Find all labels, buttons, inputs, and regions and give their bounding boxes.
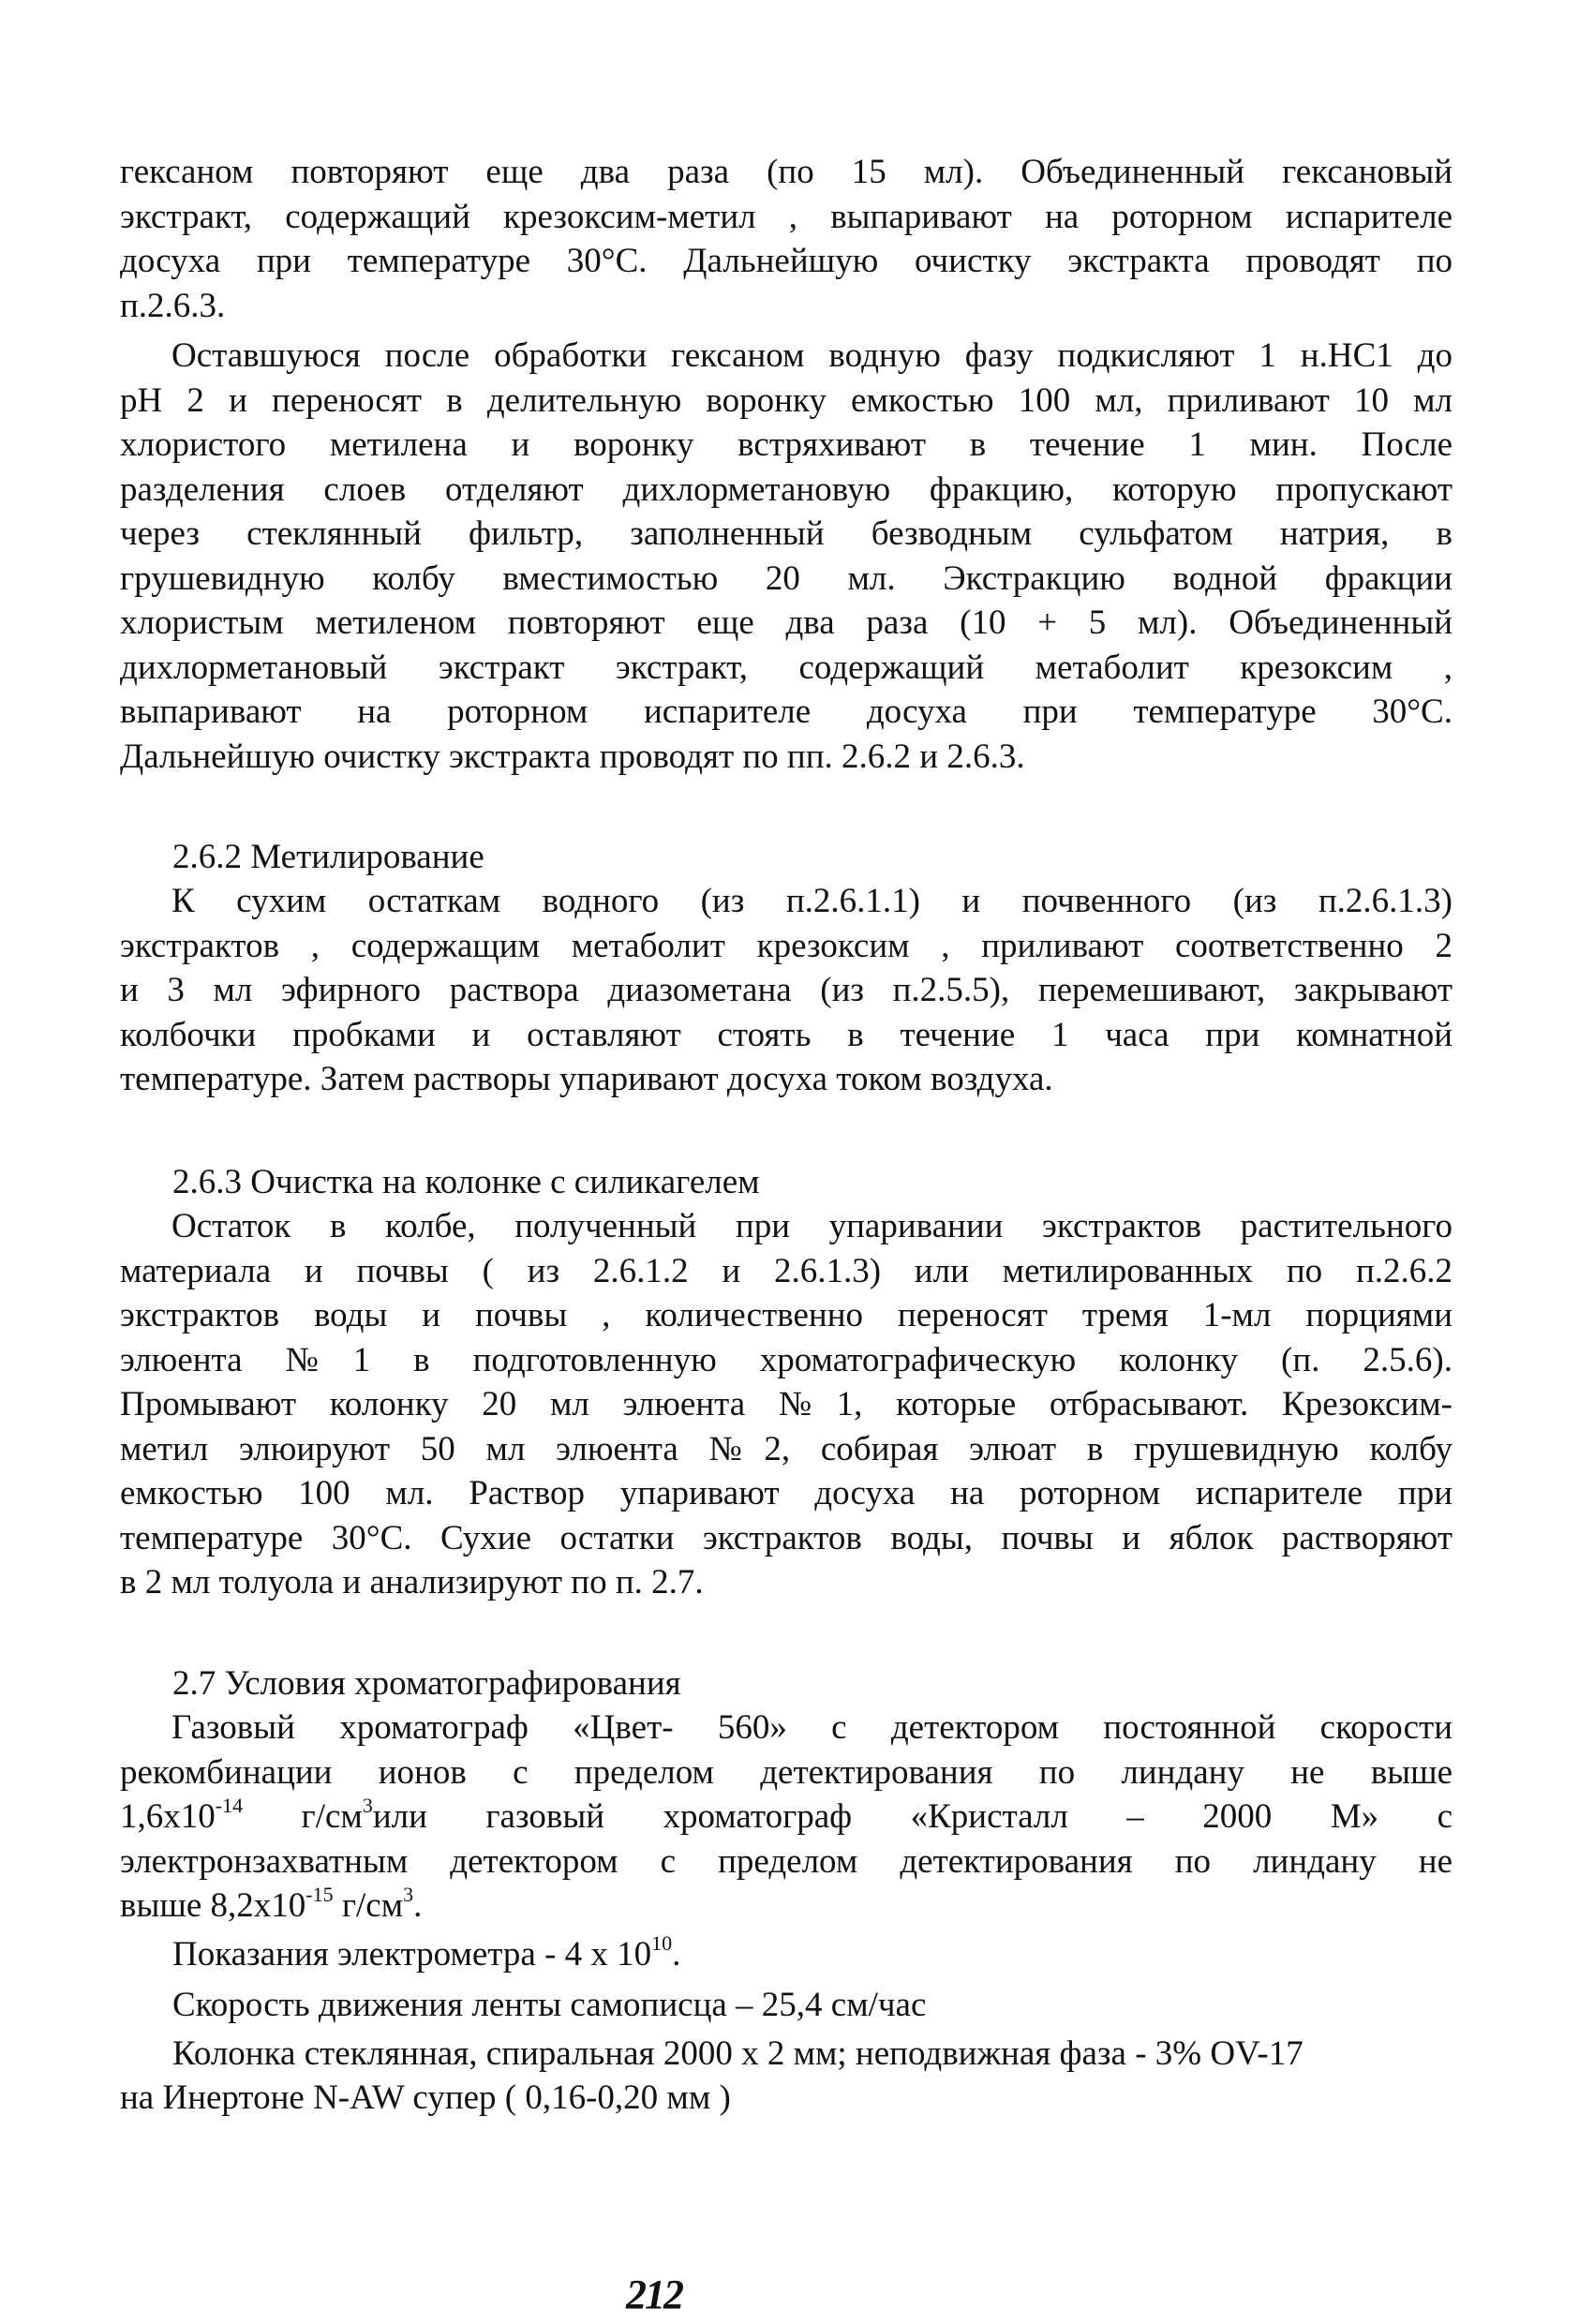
text-line: выпаривают на роторном испарителе досуха при температуре 30°С. bbox=[120, 693, 1452, 731]
text-segment: Показания электрометра - 4 x 10 bbox=[172, 1935, 652, 1974]
tape-speed-line: Скорость движения ленты самописца – 25,4 см/час bbox=[172, 1986, 927, 2024]
text-line: через стеклянный фильтр, заполненный безводным сульфатом натрия, в bbox=[120, 514, 1452, 553]
text-line: элюента №1 в подготовленную хроматографическую колонку (п. 2.5.6). bbox=[120, 1340, 1452, 1379]
text-line: К сухим остаткам водного (из п.2.6.1.1) и почвенного (из п.2.6.1.3) bbox=[171, 882, 1452, 920]
unit-text: г/см bbox=[333, 1886, 404, 1925]
paragraph-chromatograph bbox=[120, 1706, 1452, 1929]
paragraph-hexane-extraction bbox=[120, 150, 1452, 328]
text-line: досуха при температуре 30°С. Дальнейшую очистку экстракта проводят по bbox=[120, 242, 1452, 280]
text-line: материала и почвы ( из 2.6.1.2 и 2.6.1.3) или метилированных по п.2.6.2 bbox=[120, 1251, 1452, 1290]
unit-text: г/см bbox=[243, 1797, 363, 1836]
text-line: Промывают колонку 20 мл элюента №1, которые отбрасывают. Крезоксим- bbox=[120, 1385, 1452, 1423]
text-line: емкостью 100 мл. Раствор упаривают досуха на роторном испарителе при bbox=[120, 1474, 1452, 1512]
text-segment: . bbox=[672, 1935, 681, 1974]
text-line: метил элюируют 50 мл элюента №2, собирая элюат в грушевидную колбу bbox=[120, 1429, 1452, 1468]
exponent: 3 bbox=[362, 1794, 373, 1817]
text-line: хлористым метиленом повторяют еще два раза (10 + 5 мл). Объединенный bbox=[120, 603, 1452, 642]
text-segment: . bbox=[413, 1886, 423, 1925]
text-line-with-superscript bbox=[120, 1884, 1452, 1929]
electrometer-reading bbox=[172, 1932, 680, 1977]
text-line: хлористого метилена и воронку встряхивают в течение 1 мин. После bbox=[120, 425, 1452, 464]
text-line: Остаток в колбе, полученный при упаривании экстрактов растительного bbox=[171, 1207, 1452, 1245]
text-line: температуре. Затем растворы упаривают досуха током воздуха. bbox=[120, 1060, 1053, 1098]
text-line: экстракт, содержащий крезоксим-метил , выпаривают на роторном испарителе bbox=[120, 197, 1452, 236]
text-segment: или газовый хроматограф «Кристалл – 2000 М» с bbox=[372, 1797, 1452, 1836]
text-line: колбочки пробками и оставляют стоять в течение 1 часа при комнатной bbox=[120, 1015, 1452, 1054]
text-line: Дальнейшую очистку экстракта проводят по пп. 2.6.2 и 2.6.3. bbox=[120, 737, 1025, 776]
detection-limit-value: 1,6x10 bbox=[120, 1797, 216, 1836]
text-line: и 3 мл эфирного раствора диазометана (из п.2.5.5), перемешивают, закрывают bbox=[120, 971, 1452, 1009]
column-spec-line: на Инертоне N-AW супер ( 0,16-0,20 мм ) bbox=[120, 2078, 731, 2117]
exponent: -14 bbox=[215, 1794, 244, 1817]
section-heading-2-6-3: 2.6.3 Очистка на колонке с силикагелем bbox=[172, 1163, 760, 1201]
text-line: рН 2 и переносят в делительную воронку емкостью 100 мл, приливают 10 мл bbox=[120, 380, 1452, 420]
text-line: экстрактов воды и почвы , количественно переносят тремя 1-мл порциями bbox=[120, 1296, 1452, 1334]
text-line: рекомбинации ионов с пределом детектирования по линдану не выше bbox=[120, 1752, 1452, 1792]
detection-limit-value: выше 8,2x10 bbox=[120, 1886, 306, 1925]
column-spec-line: Колонка стеклянная, спиральная 2000 x 2 мм; неподвижная фаза - 3% OV-17 bbox=[172, 2034, 1304, 2073]
text-line: в 2 мл толуола и анализируют по п. 2.7. bbox=[120, 1563, 704, 1601]
page-number: 212 bbox=[626, 2272, 682, 2317]
text-line: гексаном повторяют еще два раза (по 15 мл). Объединенный гексановый bbox=[120, 153, 1452, 191]
text-line-with-superscript bbox=[120, 1795, 1452, 1840]
paragraph-methylation bbox=[120, 879, 1452, 1102]
text-line: грушевидную колбу вместимостью 20 мл. Экстракцию водной фракции bbox=[120, 559, 1452, 598]
exponent: -15 bbox=[305, 1883, 334, 1906]
paragraph-silica-column bbox=[120, 1204, 1452, 1605]
text-line: п.2.6.3. bbox=[120, 286, 226, 325]
text-line: дихлорметановый экстракт экстракт, содержащий метаболит крезоксим , bbox=[120, 648, 1452, 687]
text-line: Оставшуюся после обработки гексаном водную фазу подкисляют 1 н.НС1 до bbox=[171, 336, 1452, 375]
text-line: Газовый хроматограф «Цвет- 560» с детектором постоянной скорости bbox=[171, 1708, 1452, 1747]
text-line: экстрактов , содержащим метаболит крезоксим , приливают соответственно 2 bbox=[120, 926, 1452, 965]
exponent: 3 bbox=[403, 1883, 414, 1906]
text-line: электронзахватным детектором с пределом детектирования по линдану не bbox=[120, 1841, 1452, 1881]
paragraph-aqueous-phase bbox=[120, 334, 1452, 779]
section-heading-2-7: 2.7 Условия хроматографирования bbox=[172, 1664, 681, 1703]
section-heading-2-6-2: 2.6.2 Метилирование bbox=[172, 838, 484, 876]
text-line: разделения слоев отделяют дихлорметановую фракцию, которую пропускают bbox=[120, 469, 1452, 509]
text-line: температуре 30°С. Сухие остатки экстрактов воды, почвы и яблок растворяют bbox=[120, 1518, 1452, 1557]
exponent: 10 bbox=[651, 1931, 673, 1955]
